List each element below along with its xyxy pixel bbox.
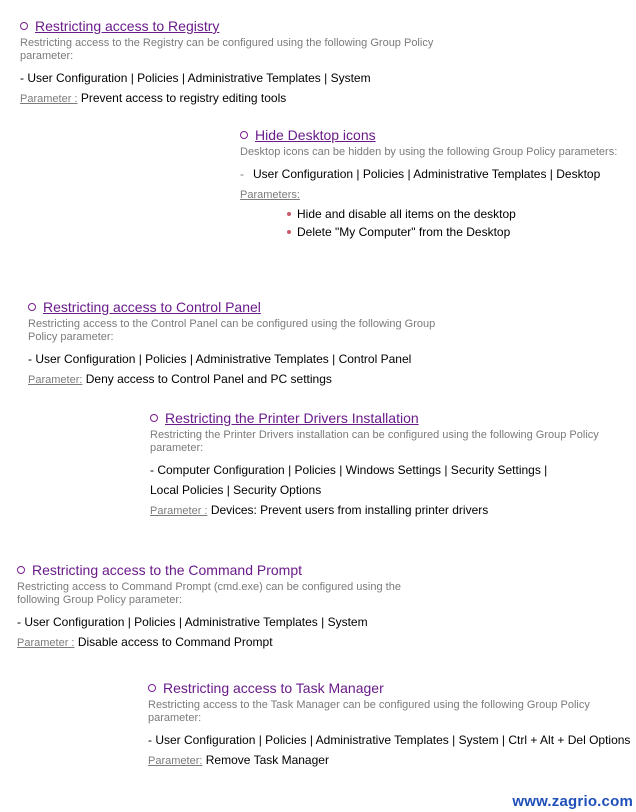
parameter-list [240,205,632,241]
watermark-logo: www.zagrio.com [512,793,633,810]
heading-title: Restricting access to the Command Prompt [32,562,302,578]
policy-path-text: User Configuration | Policies | Administrative Templates | Desktop [253,167,601,181]
parameter-label: Parameter: [148,755,203,767]
circle-bullet-icon [17,566,25,574]
parameter-value: Devices: Prevent users from installing printer drivers [210,503,489,517]
section-registry [20,17,460,109]
section-task-manager [148,679,631,771]
section-description: Restricting access to the Registry can be configured using the following Group Policy parameter: [20,37,434,62]
list-item-text: Delete "My Computer" from the Desktop [297,225,511,239]
section-description: Restricting access to Command Prompt (cmd.exe) can be configured using the following Group Policy parameter: [17,581,401,606]
parameter-line [17,632,457,653]
parameter-label: Parameter : [20,93,78,105]
section-description: Restricting the Printer Drivers installation can be configured using the following Group Policy parameter: [150,429,599,454]
policy-path: - User Configuration | Policies | Administrative Templates | Control Panel [28,352,412,366]
circle-bullet-icon [150,414,158,422]
heading-title[interactable]: Restricting access to Control Panel [43,299,261,315]
list-item [287,223,632,241]
section-heading [20,17,460,35]
policy-path-line: Local Policies | Security Options [150,483,322,497]
parameter-value: Disable access to Command Prompt [77,635,273,649]
parameter-label: Parameters: [240,189,300,201]
parameter-line [20,88,460,109]
parameter-value: Prevent access to registry editing tools [80,91,287,105]
section-control-panel [28,298,468,390]
section-heading [150,409,620,427]
parameter-line [150,500,620,521]
circle-bullet-icon [20,22,28,30]
section-heading [240,126,632,144]
section-printer-drivers [150,409,620,521]
parameter-label: Parameter : [17,637,75,649]
bullet-icon [287,212,291,216]
policy-path: - User Configuration | Policies | Administrative Templates | System [20,71,371,85]
circle-bullet-icon [148,684,156,692]
parameter-line [148,750,618,771]
section-heading [28,298,468,316]
heading-title[interactable]: Restricting access to Registry [35,18,220,34]
parameter-value: Deny access to Control Panel and PC settings [85,372,332,386]
circle-bullet-icon [28,303,36,311]
heading-title[interactable]: Restricting the Printer Drivers Installation [165,410,419,426]
dash-marker: - [240,167,244,181]
section-description: Restricting access to the Control Panel can be configured using the following Group Policy parameter: [28,318,436,343]
policy-path [240,164,632,184]
list-item [287,205,632,223]
list-item-text: Hide and disable all items on the desktop [297,207,516,221]
section-command-prompt [17,561,457,653]
circle-bullet-icon [240,131,248,139]
parameter-line [240,184,632,205]
policy-path: - User Configuration | Policies | Administrative Templates | System | Ctrl + Alt + Del Options [148,733,631,747]
parameter-line [28,369,468,390]
parameter-label: Parameter: [28,374,83,386]
section-description: Restricting access to the Task Manager can be configured using the following Group Policy parameter: [148,699,590,724]
policy-path: - User Configuration | Policies | Administrative Templates | System [17,615,368,629]
section-description: Desktop icons can be hidden by using the following Group Policy parameters: [240,146,618,158]
parameter-label: Parameter : [150,505,208,517]
heading-title: Restricting access to Task Manager [163,680,384,696]
parameter-value: Remove Task Manager [205,753,329,767]
heading-title[interactable]: Hide Desktop icons [255,127,376,143]
section-heading [17,561,457,579]
policy-path-line: - Computer Configuration | Policies | Windows Settings | Security Settings | [150,463,548,477]
bullet-icon [287,230,291,234]
section-heading [148,679,618,697]
section-desktop-icons [240,126,632,241]
